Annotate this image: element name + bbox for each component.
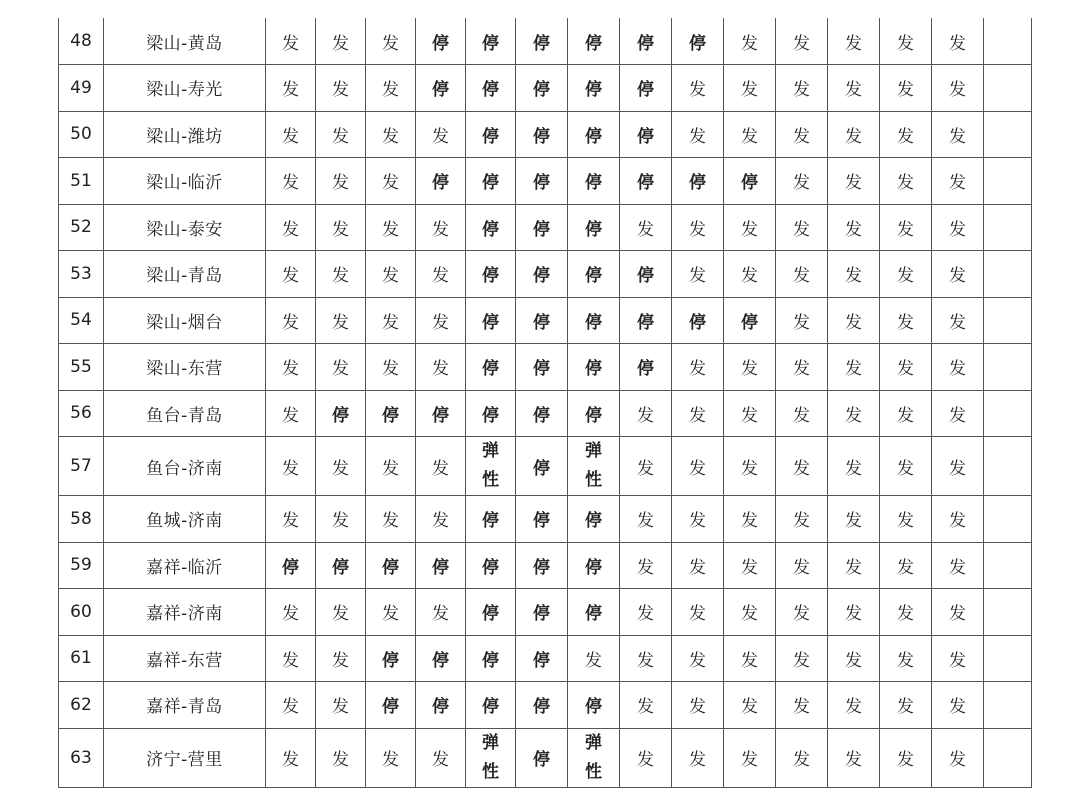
status-run-cell: 发: [366, 158, 416, 205]
status-stop-cell: 停: [416, 542, 466, 589]
status-stop-cell: 停: [416, 682, 466, 729]
status-run-cell: 发: [672, 65, 724, 112]
status-stop-cell: 停: [568, 297, 620, 344]
status-stop-cell: 停: [516, 635, 568, 682]
status-stop-cell: 停: [416, 390, 466, 437]
status-run-cell: 发: [366, 65, 416, 112]
route-name: 梁山-寿光: [104, 65, 266, 112]
status-run-cell: 发: [828, 589, 880, 636]
schedule-table: [58, 18, 1032, 788]
status-run-cell: 发: [932, 542, 984, 589]
status-run-cell: 发: [316, 65, 366, 112]
status-stop-cell: 停: [568, 18, 620, 65]
status-run-cell: 发: [932, 728, 984, 787]
status-run-cell: 发: [776, 390, 828, 437]
status-stop-cell: 停: [466, 496, 516, 543]
status-run-cell: 发: [828, 390, 880, 437]
status-run-cell: 发: [932, 635, 984, 682]
status-run-cell: 发: [672, 728, 724, 787]
status-run-cell: 发: [724, 437, 776, 496]
status-run-cell: 发: [828, 65, 880, 112]
status-run-cell: 发: [776, 589, 828, 636]
status-stop-cell: 停: [672, 158, 724, 205]
status-stop-cell: 停: [516, 18, 568, 65]
route-name: 鱼台-济南: [104, 437, 266, 496]
route-name: 梁山-烟台: [104, 297, 266, 344]
row-number: 51: [59, 158, 104, 205]
status-run-cell: 发: [828, 111, 880, 158]
status-run-cell: 发: [724, 251, 776, 298]
status-run-cell: 发: [316, 251, 366, 298]
status-run-cell: 发: [316, 635, 366, 682]
status-run-cell: 发: [316, 204, 366, 251]
status-run-cell: 发: [416, 589, 466, 636]
route-name: 嘉祥-济南: [104, 589, 266, 636]
status-run-cell: 发: [932, 65, 984, 112]
status-stop-cell: 停: [568, 390, 620, 437]
status-run-cell: 发: [776, 635, 828, 682]
status-flexible-cell: 弹 性: [568, 437, 620, 496]
status-stop-cell: 停: [466, 65, 516, 112]
status-run-cell: 发: [266, 111, 316, 158]
status-run-cell: 发: [828, 297, 880, 344]
status-run-cell: 发: [776, 204, 828, 251]
status-run-cell: 发: [880, 542, 932, 589]
row-number: 59: [59, 542, 104, 589]
status-stop-cell: 停: [466, 18, 516, 65]
status-stop-cell: 停: [568, 65, 620, 112]
table-row: [59, 437, 1032, 496]
status-run-cell: 发: [266, 65, 316, 112]
status-stop-cell: 停: [620, 251, 672, 298]
status-run-cell: 发: [568, 635, 620, 682]
status-stop-cell: 停: [672, 18, 724, 65]
row-number: 50: [59, 111, 104, 158]
status-run-cell: 发: [724, 682, 776, 729]
table-row: [59, 65, 1032, 112]
route-name: 嘉祥-东营: [104, 635, 266, 682]
status-run-cell: 发: [828, 204, 880, 251]
table-row: [59, 18, 1032, 65]
status-run-cell: 发: [266, 204, 316, 251]
empty-cell: [984, 635, 1032, 682]
status-stop-cell: 停: [516, 437, 568, 496]
empty-cell: [984, 682, 1032, 729]
status-run-cell: 发: [366, 496, 416, 543]
status-run-cell: 发: [672, 589, 724, 636]
status-run-cell: 发: [880, 589, 932, 636]
status-stop-cell: 停: [366, 635, 416, 682]
status-stop-cell: 停: [568, 158, 620, 205]
row-number: 63: [59, 728, 104, 787]
status-run-cell: 发: [828, 635, 880, 682]
status-stop-cell: 停: [620, 297, 672, 344]
status-run-cell: 发: [266, 158, 316, 205]
status-run-cell: 发: [880, 344, 932, 391]
status-run-cell: 发: [266, 297, 316, 344]
status-run-cell: 发: [620, 204, 672, 251]
status-run-cell: 发: [828, 344, 880, 391]
table-row: [59, 496, 1032, 543]
status-stop-cell: 停: [466, 111, 516, 158]
status-stop-cell: 停: [516, 390, 568, 437]
status-stop-cell: 停: [466, 204, 516, 251]
status-stop-cell: 停: [416, 635, 466, 682]
status-run-cell: 发: [776, 542, 828, 589]
status-run-cell: 发: [776, 297, 828, 344]
status-run-cell: 发: [366, 204, 416, 251]
route-name: 嘉祥-青岛: [104, 682, 266, 729]
status-run-cell: 发: [932, 204, 984, 251]
status-run-cell: 发: [416, 111, 466, 158]
status-stop-cell: 停: [516, 496, 568, 543]
empty-cell: [984, 496, 1032, 543]
status-run-cell: 发: [776, 728, 828, 787]
row-number: 53: [59, 251, 104, 298]
status-run-cell: 发: [932, 158, 984, 205]
status-run-cell: 发: [724, 390, 776, 437]
empty-cell: [984, 65, 1032, 112]
status-run-cell: 发: [724, 728, 776, 787]
status-run-cell: 发: [672, 682, 724, 729]
status-stop-cell: 停: [620, 158, 672, 205]
status-stop-cell: 停: [516, 297, 568, 344]
status-run-cell: 发: [672, 635, 724, 682]
status-run-cell: 发: [672, 542, 724, 589]
status-run-cell: 发: [316, 158, 366, 205]
status-run-cell: 发: [932, 589, 984, 636]
row-number: 48: [59, 18, 104, 65]
status-stop-cell: 停: [724, 297, 776, 344]
empty-cell: [984, 111, 1032, 158]
status-run-cell: 发: [880, 111, 932, 158]
status-stop-cell: 停: [466, 251, 516, 298]
row-number: 54: [59, 297, 104, 344]
status-run-cell: 发: [316, 437, 366, 496]
status-run-cell: 发: [776, 682, 828, 729]
status-run-cell: 发: [416, 437, 466, 496]
status-run-cell: 发: [932, 251, 984, 298]
status-run-cell: 发: [880, 496, 932, 543]
empty-cell: [984, 297, 1032, 344]
empty-cell: [984, 18, 1032, 65]
status-stop-cell: 停: [620, 111, 672, 158]
status-stop-cell: 停: [516, 65, 568, 112]
empty-cell: [984, 204, 1032, 251]
route-name: 梁山-临沂: [104, 158, 266, 205]
status-stop-cell: 停: [366, 682, 416, 729]
status-stop-cell: 停: [516, 344, 568, 391]
status-run-cell: 发: [316, 297, 366, 344]
status-stop-cell: 停: [516, 542, 568, 589]
empty-cell: [984, 589, 1032, 636]
route-name: 济宁-营里: [104, 728, 266, 787]
route-name: 鱼城-济南: [104, 496, 266, 543]
status-stop-cell: 停: [466, 158, 516, 205]
status-run-cell: 发: [724, 65, 776, 112]
status-stop-cell: 停: [516, 728, 568, 787]
status-run-cell: 发: [316, 111, 366, 158]
status-run-cell: 发: [776, 251, 828, 298]
status-run-cell: 发: [620, 390, 672, 437]
status-run-cell: 发: [880, 65, 932, 112]
route-name: 鱼台-青岛: [104, 390, 266, 437]
status-run-cell: 发: [672, 204, 724, 251]
route-name: 嘉祥-临沂: [104, 542, 266, 589]
status-run-cell: 发: [266, 728, 316, 787]
status-stop-cell: 停: [316, 542, 366, 589]
schedule-sheet: [58, 18, 1032, 788]
status-stop-cell: 停: [516, 589, 568, 636]
status-stop-cell: 停: [568, 344, 620, 391]
status-run-cell: 发: [932, 682, 984, 729]
status-run-cell: 发: [266, 682, 316, 729]
status-stop-cell: 停: [516, 111, 568, 158]
status-stop-cell: 停: [568, 496, 620, 543]
status-run-cell: 发: [266, 344, 316, 391]
status-stop-cell: 停: [416, 18, 466, 65]
status-run-cell: 发: [620, 496, 672, 543]
row-number: 57: [59, 437, 104, 496]
status-run-cell: 发: [932, 111, 984, 158]
status-stop-cell: 停: [516, 158, 568, 205]
table-row: [59, 390, 1032, 437]
status-run-cell: 发: [828, 251, 880, 298]
status-stop-cell: 停: [366, 542, 416, 589]
route-name: 梁山-东营: [104, 344, 266, 391]
status-run-cell: 发: [880, 204, 932, 251]
status-run-cell: 发: [828, 542, 880, 589]
route-name: 梁山-潍坊: [104, 111, 266, 158]
status-run-cell: 发: [366, 728, 416, 787]
table-row: [59, 251, 1032, 298]
status-run-cell: 发: [672, 496, 724, 543]
status-flexible-cell: 弹 性: [568, 728, 620, 787]
status-stop-cell: 停: [568, 111, 620, 158]
status-run-cell: 发: [672, 390, 724, 437]
table-row: [59, 682, 1032, 729]
status-run-cell: 发: [828, 18, 880, 65]
row-number: 62: [59, 682, 104, 729]
status-stop-cell: 停: [266, 542, 316, 589]
status-run-cell: 发: [880, 728, 932, 787]
status-stop-cell: 停: [620, 344, 672, 391]
status-run-cell: 发: [828, 496, 880, 543]
status-stop-cell: 停: [516, 251, 568, 298]
status-run-cell: 发: [880, 251, 932, 298]
status-run-cell: 发: [828, 682, 880, 729]
status-run-cell: 发: [880, 297, 932, 344]
table-row: [59, 297, 1032, 344]
status-stop-cell: 停: [516, 204, 568, 251]
status-run-cell: 发: [366, 589, 416, 636]
status-run-cell: 发: [776, 496, 828, 543]
status-stop-cell: 停: [366, 390, 416, 437]
table-row: [59, 158, 1032, 205]
status-run-cell: 发: [672, 111, 724, 158]
status-run-cell: 发: [416, 251, 466, 298]
status-run-cell: 发: [724, 635, 776, 682]
table-row: [59, 204, 1032, 251]
status-run-cell: 发: [416, 297, 466, 344]
status-flexible-cell: 弹 性: [466, 728, 516, 787]
status-run-cell: 发: [266, 496, 316, 543]
status-run-cell: 发: [776, 65, 828, 112]
status-flexible-cell: 弹 性: [466, 437, 516, 496]
status-stop-cell: 停: [724, 158, 776, 205]
status-stop-cell: 停: [466, 390, 516, 437]
status-run-cell: 发: [266, 589, 316, 636]
row-number: 61: [59, 635, 104, 682]
status-run-cell: 发: [880, 437, 932, 496]
empty-cell: [984, 344, 1032, 391]
status-run-cell: 发: [932, 390, 984, 437]
status-run-cell: 发: [776, 437, 828, 496]
status-run-cell: 发: [366, 297, 416, 344]
status-run-cell: 发: [828, 728, 880, 787]
status-run-cell: 发: [776, 344, 828, 391]
status-stop-cell: 停: [466, 542, 516, 589]
status-run-cell: 发: [620, 635, 672, 682]
schedule-body: [59, 18, 1032, 787]
empty-cell: [984, 437, 1032, 496]
status-run-cell: 发: [620, 682, 672, 729]
status-stop-cell: 停: [416, 65, 466, 112]
status-stop-cell: 停: [672, 297, 724, 344]
status-stop-cell: 停: [466, 589, 516, 636]
status-run-cell: 发: [932, 297, 984, 344]
empty-cell: [984, 158, 1032, 205]
status-run-cell: 发: [724, 344, 776, 391]
row-number: 60: [59, 589, 104, 636]
status-run-cell: 发: [828, 437, 880, 496]
status-run-cell: 发: [416, 344, 466, 391]
status-stop-cell: 停: [568, 251, 620, 298]
status-stop-cell: 停: [316, 390, 366, 437]
status-run-cell: 发: [724, 111, 776, 158]
status-run-cell: 发: [266, 635, 316, 682]
status-run-cell: 发: [366, 437, 416, 496]
table-row: [59, 344, 1032, 391]
status-run-cell: 发: [672, 344, 724, 391]
status-run-cell: 发: [316, 344, 366, 391]
status-stop-cell: 停: [568, 542, 620, 589]
status-run-cell: 发: [776, 111, 828, 158]
status-run-cell: 发: [620, 542, 672, 589]
status-run-cell: 发: [620, 728, 672, 787]
status-run-cell: 发: [776, 18, 828, 65]
row-number: 52: [59, 204, 104, 251]
status-run-cell: 发: [266, 18, 316, 65]
status-run-cell: 发: [828, 158, 880, 205]
row-number: 55: [59, 344, 104, 391]
route-name: 梁山-黄岛: [104, 18, 266, 65]
status-run-cell: 发: [932, 18, 984, 65]
status-run-cell: 发: [724, 204, 776, 251]
status-stop-cell: 停: [466, 682, 516, 729]
status-run-cell: 发: [932, 437, 984, 496]
status-run-cell: 发: [932, 496, 984, 543]
status-run-cell: 发: [932, 344, 984, 391]
status-run-cell: 发: [316, 682, 366, 729]
table-row: [59, 635, 1032, 682]
status-stop-cell: 停: [568, 682, 620, 729]
row-number: 49: [59, 65, 104, 112]
status-run-cell: 发: [366, 111, 416, 158]
table-row: [59, 728, 1032, 787]
status-stop-cell: 停: [416, 158, 466, 205]
empty-cell: [984, 251, 1032, 298]
empty-cell: [984, 542, 1032, 589]
status-run-cell: 发: [880, 390, 932, 437]
status-stop-cell: 停: [568, 204, 620, 251]
row-number: 58: [59, 496, 104, 543]
status-run-cell: 发: [776, 158, 828, 205]
status-run-cell: 发: [416, 204, 466, 251]
status-stop-cell: 停: [568, 589, 620, 636]
status-run-cell: 发: [366, 344, 416, 391]
table-row: [59, 542, 1032, 589]
status-run-cell: 发: [366, 251, 416, 298]
route-name: 梁山-青岛: [104, 251, 266, 298]
status-run-cell: 发: [880, 635, 932, 682]
route-name: 梁山-泰安: [104, 204, 266, 251]
table-row: [59, 111, 1032, 158]
status-run-cell: 发: [880, 18, 932, 65]
status-run-cell: 发: [620, 589, 672, 636]
status-run-cell: 发: [880, 682, 932, 729]
status-run-cell: 发: [672, 437, 724, 496]
status-run-cell: 发: [416, 728, 466, 787]
status-run-cell: 发: [316, 18, 366, 65]
status-stop-cell: 停: [466, 344, 516, 391]
status-run-cell: 发: [316, 589, 366, 636]
status-stop-cell: 停: [620, 18, 672, 65]
status-run-cell: 发: [316, 496, 366, 543]
empty-cell: [984, 390, 1032, 437]
status-stop-cell: 停: [466, 635, 516, 682]
empty-cell: [984, 728, 1032, 787]
table-row: [59, 589, 1032, 636]
status-run-cell: 发: [672, 251, 724, 298]
status-run-cell: 发: [724, 589, 776, 636]
row-number: 56: [59, 390, 104, 437]
status-run-cell: 发: [366, 18, 416, 65]
status-stop-cell: 停: [466, 297, 516, 344]
status-run-cell: 发: [724, 542, 776, 589]
status-stop-cell: 停: [620, 65, 672, 112]
status-run-cell: 发: [266, 251, 316, 298]
status-run-cell: 发: [724, 18, 776, 65]
status-run-cell: 发: [724, 496, 776, 543]
status-run-cell: 发: [316, 728, 366, 787]
status-stop-cell: 停: [516, 682, 568, 729]
status-run-cell: 发: [266, 437, 316, 496]
status-run-cell: 发: [880, 158, 932, 205]
status-run-cell: 发: [416, 496, 466, 543]
status-run-cell: 发: [266, 390, 316, 437]
status-run-cell: 发: [620, 437, 672, 496]
